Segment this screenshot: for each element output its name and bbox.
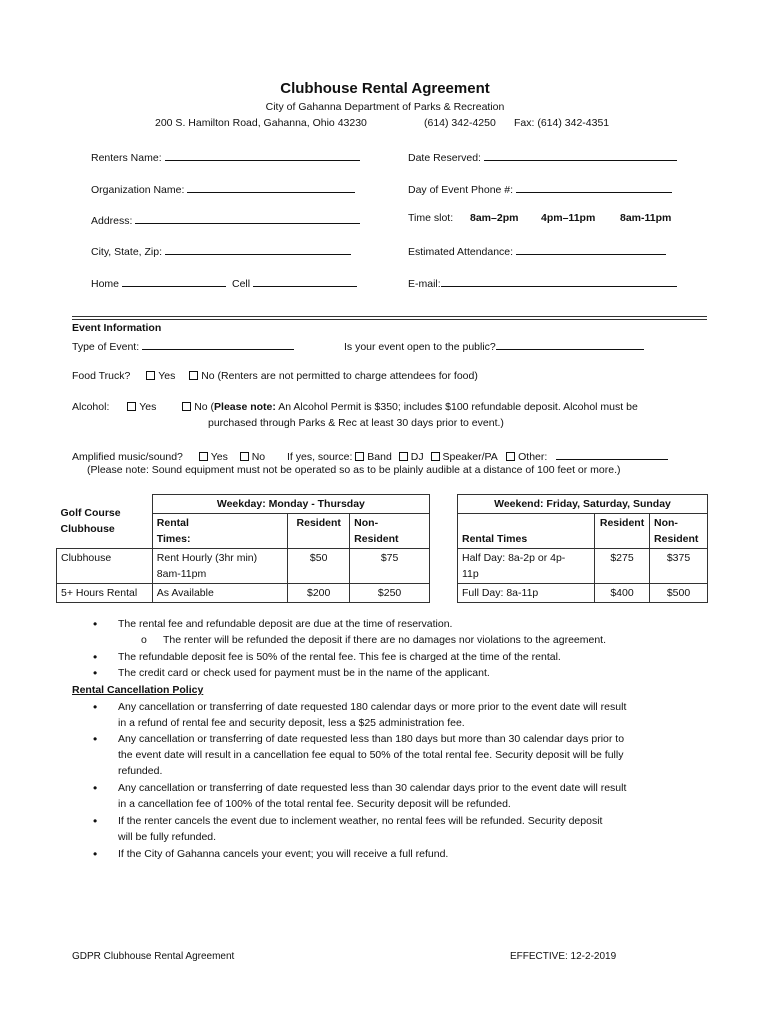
- weekend-row2-time: Full Day: 8a-11p: [458, 584, 595, 603]
- email-label: E-mail:: [408, 278, 441, 290]
- term-1: The rental fee and refundable deposit are due at the time of reservation.: [118, 618, 453, 630]
- other-line[interactable]: [556, 448, 668, 460]
- weekday-row1-resident: $50: [288, 549, 350, 584]
- food-truck-no-label: No (Renters are not permitted to charge attendees for food): [201, 370, 478, 382]
- food-truck-yes-label: Yes: [158, 370, 176, 382]
- policy-5: If the City of Gahanna cancels your event; you will receive a full refund.: [118, 848, 449, 860]
- day-phone-line[interactable]: [516, 181, 672, 193]
- weekend-heading: Weekend: Friday, Saturday, Sunday: [458, 495, 708, 514]
- sound-note: (Please note: Sound equipment must not be operated so as to be plainly audible at a distance of 100 feet or more.): [87, 464, 621, 476]
- address-line[interactable]: [135, 212, 360, 224]
- home-phone-field[interactable]: [91, 275, 226, 290]
- alcohol-note-text: An Alcohol Permit is $350; includes $100 refundable deposit. Alcohol must be: [275, 401, 638, 413]
- event-type-line[interactable]: [142, 338, 294, 350]
- dj-checkbox[interactable]: [399, 452, 408, 461]
- weekday-row1-nonresident: $75: [350, 549, 430, 584]
- weekend-resident-header: Resident: [595, 514, 650, 549]
- weekday-rental-times-header: [152, 514, 287, 549]
- table-row: [458, 584, 708, 603]
- city-state-zip-field[interactable]: [91, 243, 351, 258]
- policy-2-line3: refunded.: [118, 765, 163, 777]
- policy-bullet-5: •: [93, 847, 98, 861]
- footer-left: GDPR Clubhouse Rental Agreement: [72, 951, 235, 962]
- home-phone-line[interactable]: [122, 275, 226, 287]
- dj-label: DJ: [410, 451, 424, 463]
- weekend-rates-table: [457, 494, 708, 603]
- weekday-row2-resident: $200: [288, 584, 350, 603]
- attendance-line[interactable]: [516, 243, 666, 255]
- food-truck-label: Food Truck?: [72, 370, 131, 382]
- alcohol-yes-label: Yes: [139, 401, 157, 413]
- other-label: Other:: [518, 451, 548, 463]
- public-event-line[interactable]: [496, 338, 644, 350]
- cell-phone-field[interactable]: [232, 275, 357, 290]
- event-type-label: Type of Event:: [72, 341, 140, 353]
- bullet-1: •: [93, 617, 98, 631]
- bullet-3: •: [93, 666, 98, 680]
- date-reserved-field[interactable]: [408, 149, 677, 164]
- event-type-field[interactable]: [72, 338, 294, 353]
- amplified-no-label: No: [251, 451, 266, 463]
- other-checkbox[interactable]: [506, 452, 515, 461]
- speaker-pa-checkbox[interactable]: [431, 452, 440, 461]
- resident-label: Resident: [354, 533, 399, 545]
- policy-1-line2: in a refund of rental fee and security deposit, less a $25 administration fee.: [118, 717, 465, 729]
- public-event-field[interactable]: [344, 338, 644, 353]
- renters-name-field[interactable]: [91, 149, 360, 164]
- weekend-row2-resident: $400: [595, 584, 650, 603]
- time-slot-option-2[interactable]: 4pm–11pm: [541, 212, 596, 224]
- weekday-nonresident-header: [350, 514, 430, 549]
- policy-bullet-1: •: [93, 700, 98, 714]
- page-title: Clubhouse Rental Agreement: [280, 80, 490, 97]
- time-slot-label: Time slot:: [408, 212, 454, 224]
- weekend-non-label: Non-: [654, 517, 678, 529]
- weekday-row1-time-line1: Rent Hourly (3hr min): [156, 552, 258, 564]
- amplified-yes-label: Yes: [210, 451, 228, 463]
- policy-3-line1: Any cancellation or transferring of date requested less than 30 calendar days prior to the event date will result: [118, 782, 627, 794]
- attendance-field[interactable]: [408, 243, 666, 258]
- department-fax: Fax: (614) 342-4351: [514, 117, 610, 129]
- weekend-row1-time: [458, 549, 595, 584]
- speaker-pa-label: Speaker/PA: [442, 451, 498, 463]
- cell-phone-line[interactable]: [253, 275, 357, 287]
- golf-course-label: Golf Course: [60, 506, 121, 519]
- weekday-row1-label: Clubhouse: [57, 549, 153, 584]
- city-state-zip-line[interactable]: [165, 243, 351, 255]
- date-reserved-line[interactable]: [484, 149, 677, 161]
- weekend-row1-nonresident: $375: [650, 549, 708, 584]
- alcohol-no-checkbox[interactable]: [182, 402, 191, 411]
- bullet-2: •: [93, 650, 98, 664]
- day-phone-field[interactable]: [408, 181, 672, 196]
- weekday-row2-time: As Available: [152, 584, 287, 603]
- weekend-row2-nonresident: $500: [650, 584, 708, 603]
- band-label: Band: [367, 451, 392, 463]
- home-phone-label: Home: [91, 278, 120, 290]
- policy-1-line1: Any cancellation or transferring of date requested 180 calendar days or more prior to the event date will result: [118, 701, 627, 713]
- table-row: [458, 549, 708, 584]
- weekday-row2-label: 5+ Hours Rental: [57, 584, 153, 603]
- footer-right: EFFECTIVE: 12-2-2019: [510, 951, 617, 962]
- non-label: Non-: [354, 517, 379, 529]
- food-truck-yes-checkbox[interactable]: [146, 371, 155, 380]
- section-divider-bottom: [72, 319, 707, 320]
- policy-bullet-2: •: [93, 732, 98, 746]
- clubhouse-heading-label: Clubhouse: [60, 522, 115, 535]
- time-slot-option-3[interactable]: 8am-11pm: [620, 212, 672, 224]
- food-truck-no-checkbox[interactable]: [189, 371, 198, 380]
- department-address: 200 S. Hamilton Road, Gahanna, Ohio 43230: [155, 117, 367, 129]
- weekday-row2-nonresident: $250: [350, 584, 430, 603]
- weekend-nonresident-header: [650, 514, 708, 549]
- weekend-row1-resident: $275: [595, 549, 650, 584]
- amplified-sound-label: Amplified music/sound?: [72, 451, 183, 463]
- policy-bullet-3: •: [93, 781, 98, 795]
- food-truck-row: [72, 370, 478, 382]
- weekday-rates-table: [56, 494, 430, 603]
- address-label: Address:: [91, 215, 133, 227]
- time-slot-option-1[interactable]: 8am–2pm: [470, 212, 519, 224]
- event-info-heading: Event Information: [72, 322, 162, 334]
- policy-4-line2: will be fully refunded.: [118, 831, 217, 843]
- table-row: [57, 549, 430, 584]
- policy-bullet-4: •: [93, 814, 98, 828]
- weekend-rental-times-header: Rental Times: [458, 514, 595, 549]
- table-row: [57, 584, 430, 603]
- organization-field[interactable]: [91, 181, 355, 196]
- time-slot-field: [408, 212, 672, 224]
- alcohol-no-label: No (: [194, 401, 215, 413]
- term-2: The refundable deposit fee is 50% of the rental fee. This fee is charged at the time of the rental.: [118, 651, 561, 663]
- email-line[interactable]: [441, 275, 677, 287]
- weekday-row1-time: [152, 549, 287, 584]
- amplified-no-checkbox[interactable]: [240, 452, 249, 461]
- weekday-resident-header: Resident: [288, 514, 350, 549]
- renters-name-line[interactable]: [165, 149, 360, 161]
- alcohol-label: Alcohol:: [72, 401, 110, 413]
- alcohol-please-note: Please note:: [214, 401, 276, 413]
- department-name: City of Gahanna Department of Parks & Recreation: [265, 101, 505, 113]
- renters-name-label: Renters Name:: [91, 152, 162, 164]
- weekend-row1-time-line1: Half Day: 8a-2p or 4p-: [462, 552, 566, 564]
- alcohol-yes-checkbox[interactable]: [127, 402, 136, 411]
- cell-phone-label: Cell: [232, 278, 251, 290]
- address-field[interactable]: [91, 212, 360, 227]
- weekend-row1-time-line2: 11p: [462, 568, 479, 580]
- sound-source-label: If yes, source:: [287, 451, 353, 463]
- weekday-heading: Weekday: Monday - Thursday: [152, 495, 429, 514]
- golf-course-heading: [57, 495, 153, 549]
- organization-line[interactable]: [187, 181, 355, 193]
- public-event-label: Is your event open to the public?: [344, 341, 496, 353]
- amplified-yes-checkbox[interactable]: [199, 452, 208, 461]
- attendance-label: Estimated Attendance:: [408, 246, 514, 258]
- sub-bullet-1: o: [141, 634, 147, 646]
- email-field[interactable]: [408, 275, 677, 290]
- weekday-row1-time-line2: 8am-11pm: [156, 568, 207, 580]
- term-3: The credit card or check used for payment must be in the name of the applicant.: [118, 667, 490, 679]
- times-label: Times:: [156, 533, 191, 545]
- policy-4-line1: If the renter cancels the event due to inclement weather, no rental fees will be refunded. Security deposit: [118, 815, 603, 827]
- date-reserved-label: Date Reserved:: [408, 152, 481, 164]
- policy-2-line1: Any cancellation or transferring of date requested less than 180 days but more than 30 calendar days prior to: [118, 733, 625, 745]
- day-phone-label: Day of Event Phone #:: [408, 184, 514, 196]
- city-state-zip-label: City, State, Zip:: [91, 246, 162, 258]
- weekend-resident-label: Resident: [654, 533, 699, 545]
- alcohol-row: [72, 401, 638, 413]
- term-1-sub: The renter will be refunded the deposit if there are no damages nor violations to the agreement.: [163, 634, 607, 646]
- organization-label: Organization Name:: [91, 184, 185, 196]
- cancellation-policy-heading: Rental Cancellation Policy: [72, 684, 204, 696]
- rental-label: Rental: [156, 517, 189, 529]
- band-checkbox[interactable]: [355, 452, 364, 461]
- amplified-sound-row: [72, 448, 668, 463]
- department-phone: (614) 342-4250: [424, 117, 496, 129]
- policy-3-line2: in a cancellation fee of 100% of the total rental fee. Security deposit will be refunded.: [118, 798, 511, 810]
- alcohol-note-line2: purchased through Parks & Rec at least 30 days prior to event.): [208, 417, 504, 429]
- section-divider-top: [72, 316, 707, 317]
- policy-2-line2: the event date will result in a cancellation fee equal to 50% of the total rental fee. Security deposit will be fully: [118, 749, 624, 761]
